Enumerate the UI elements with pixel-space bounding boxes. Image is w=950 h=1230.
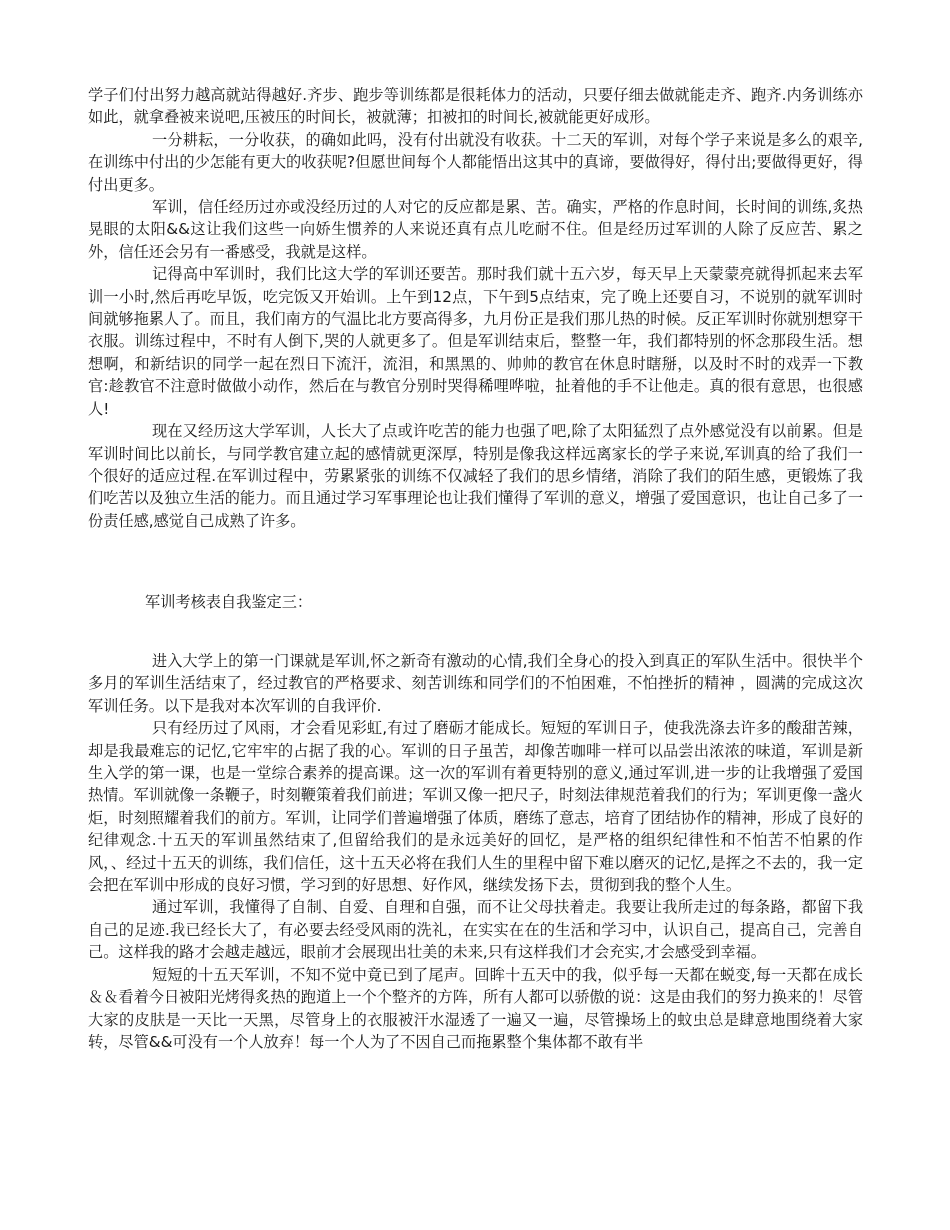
paragraph: 通过军训，我懂得了自制、自爱、自理和自强，而不让父母扶着走。我要让我所走过的每条路，都留下我自己的足迹.我已经长大了，有必要去经受风雨的洗礼，在实实在在的生活和学习中，认识自己，提高自己，完善自己。这样我的路才会越走越远，眼前才会展现出壮美的未来,只有这样我们才会充实,才会感受到幸福。 <box>88 898 863 962</box>
section-title: 军训考核表自我鉴定三： <box>145 593 313 611</box>
paragraph: 一分耕耘，一分收获，的确如此吗，没有付出就没有收获。十二天的军训，对每个学子来说是多么的艰辛,在训练中付出的少怎能有更大的收获呢?但愿世间每个人都能悟出这其中的真谛，要做得好，得付出;要做得更好，得付出更多。 <box>88 130 863 194</box>
paragraph: 记得高中军训时，我们比这大学的军训还要苦。那时我们就十五六岁，每天早上天蒙蒙亮就得抓起来去军训一小时,然后再吃早饭，吃完饭又开始训。上午到12点，下午到5点结束，完了晚上还要自习，不说别的就军训时间就够拖累人了。而且，我们南方的气温比北方要高得多，九月份正是我们那儿热的时候。反正军训时你就别想穿干衣服。训练过程中，不时有人倒下,哭的人就更多了。但是军训结束后，整整一年，我们都特别的怀念那段生活。想想啊，和新结识的同学一起在烈日下流汗，流泪，和黑黑的、帅帅的教官在休息时瞎掰，以及时不时的戏弄一下教官:趁教官不注意时做做小动作，然后在与教官分别时哭得稀哩哗啦，扯着他的手不让他走。真的很有意思，也很感人! <box>88 265 863 418</box>
paragraph: 现在又经历这大学军训，人长大了点或许吃苦的能力也强了吧,除了太阳猛烈了点外感觉没有以前累。但是军训时间比以前长，与同学教官建立起的感情就更深厚，特别是像我这样远离家长的学子来说,军训真的给了我们一个很好的适应过程.在军训过程中，劳累紧张的训练不仅减轻了我们的思乡情绪，消除了我们的陌生感，更锻炼了我们吃苦以及独立生活的能力。而且通过学习军事理论也让我们懂得了军训的意义，增强了爱国意识，也让自己多了一份责任感,感觉自己成熟了许多。 <box>88 422 863 530</box>
paragraph: 学子们付出努力越高就站得越好.齐步、跑步等训练都是很耗体力的活动，只要仔细去做就能走齐、跑齐.内务训练亦如此，就拿叠被来说吧,压被压的时间长，被就薄；扣被扣的时间长,被就能更好成形。 <box>88 86 863 127</box>
paragraph: 军训，信任经历过亦或没经历过的人对它的反应都是累、苦。确实，严格的作息时间，长时间的训练,炙热晃眼的太阳&&这让我们这些一向娇生惯养的人来说还真有点儿吃耐不住。但是经历过军训的人除了反应苦、累之外，信任还会另有一番感受，我就是这样。 <box>88 198 863 261</box>
paragraph: 进入大学上的第一门课就是军训,怀之新奇有激动的心情,我们全身心的投入到真正的军队生活中。很快半个多月的军训生活结束了，经过教官的严格要求、刻苦训练和同学们的不怕困难，不怕挫折的精神 ，圆满的完成这次军训任务。以下是我对本次军训的自我评价. <box>88 652 863 715</box>
document-body-part-2 <box>88 650 863 1053</box>
paragraph: 短短的十五天军训，不知不觉中竟已到了尾声。回眸十五天中的我，似乎每一天都在蜕变,每一天都在成长＆＆看着今日被阳光烤得炙热的跑道上一个个整齐的方阵，所有人都可以骄傲的说：这是由我们的努力换来的！尽管大家的皮肤是一天比一天黑，尽管身上的衣服被汗水湿透了一遍又一遍，尽管操场上的蚊虫总是肆意地围绕着大家转，尽管&&可没有一个人放弃！每一个人为了不因自己而拖累整个集体都不敢有半 <box>88 965 863 1051</box>
document-body-part-1 <box>88 84 863 532</box>
paragraph: 只有经历过了风雨，才会看见彩虹,有过了磨砺才能成长。短短的军训日子，使我洗涤去许多的酸甜苦辣，却是我最难忘的记忆,它牢牢的占据了我的心。军训的日子虽苦，却像苦咖啡一样可以品尝出浓浓的味道，军训是新生入学的第一课，也是一堂综合素养的提高课。这一次的军训有着更特别的意义,通过军训,进一步的让我增强了爱国热情。军训就像一条鞭子，时刻鞭策着我们前进；军训又像一把尺子，时刻法律规范着我们的行为；军训更像一盏火炬，时刻照耀着我们的前方。军训，让同学们普遍增强了体质，磨练了意志，培育了团结协作的精神，形成了良好的纪律观念.十五天的军训虽然结束了,但留给我们的是永远美好的回忆，是严格的组织纪律性和不怕苦不怕累的作风，、经过十五天的训练，我们信任，这十五天必将在我们人生的里程中留下难以磨灭的记忆,是挥之不去的，我一定会把在军训中形成的良好习惯，学习到的好思想、好作风，继续发扬下去，贯彻到我的整个人生。 <box>88 719 863 895</box>
